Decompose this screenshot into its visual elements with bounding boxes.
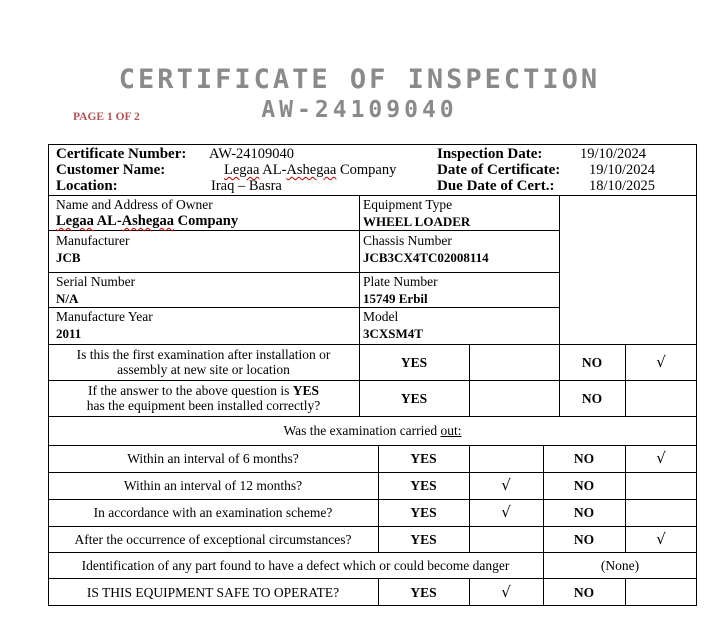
question-first-examination: Is this the first examination after installation or assembly at new site or location: [76, 347, 331, 377]
examination-scheme: In accordance with an examination scheme?: [93, 505, 333, 520]
owner-value: Legaa AL-Ashegaa Company: [56, 213, 239, 229]
model-value: 3CXSM4T: [363, 326, 423, 341]
exceptional-yes-label: YES: [410, 531, 437, 547]
inspection-date-label: Inspection Date:: [437, 146, 543, 162]
scheme-yes-checkmark: √: [501, 503, 511, 521]
cert-number-label: Certificate Number:: [56, 146, 187, 162]
defect-value: (None): [600, 557, 640, 573]
safe-yes-label: YES: [410, 584, 437, 600]
safe-yes-checkmark: √: [501, 582, 511, 601]
chassis-label: Chassis Number: [363, 233, 452, 248]
manufacturer-value: JCB: [56, 250, 81, 265]
serial-label: Serial Number: [56, 274, 136, 289]
location-value: Iraq – Basra: [211, 178, 282, 194]
serial-value: N/A: [56, 291, 79, 306]
safe-no-label: NO: [573, 584, 595, 600]
year-label: Manufacture Year: [56, 309, 153, 324]
model-label: Model: [363, 309, 399, 324]
manufacturer-label: Manufacturer: [56, 233, 130, 248]
interval-12-no-label: NO: [573, 478, 595, 493]
equipment-type-value: WHEEL LOADER: [363, 214, 471, 229]
q1-no-label: NO: [581, 354, 603, 370]
cert-number-value: AW-24109040: [209, 146, 295, 162]
owner-label: Name and Address of Owner: [56, 197, 213, 212]
certificate-title: CERTIFICATE OF INSPECTION: [118, 64, 601, 95]
interval-12-yes-checkmark: √: [501, 476, 511, 494]
interval-6-yes-label: YES: [410, 451, 437, 466]
customer-value: Legaa AL-Ashegaa Company: [224, 162, 397, 178]
cert-date-label: Date of Certificate:: [437, 162, 561, 178]
year-value: 2011: [56, 326, 82, 341]
q2-no-label: NO: [581, 390, 603, 406]
customer-label: Customer Name:: [56, 162, 166, 178]
defect-identification: Identification of any part found to have a defect which or could become danger: [81, 557, 510, 573]
exceptional-no-label: NO: [573, 531, 595, 547]
cert-date-value: 19/10/2024: [589, 162, 656, 178]
interval-6-no-checkmark: √: [656, 449, 666, 467]
certificate-code-heading: AW-24109040: [261, 97, 458, 123]
inspection-table: [48, 144, 697, 606]
chassis-value: JCB3CX4TC02008114: [363, 250, 489, 265]
safe-to-operate: IS THIS EQUIPMENT SAFE TO OPERATE?: [86, 584, 340, 600]
q1-no-checkmark: √: [656, 352, 666, 371]
exceptional-no-checkmark: √: [656, 529, 666, 548]
interval-12-yes-label: YES: [410, 478, 437, 493]
inspection-date-value: 19/10/2024: [580, 146, 647, 162]
exceptional-circumstances: After the occurrence of exceptional circumstances?: [74, 531, 352, 547]
plate-label: Plate Number: [363, 274, 438, 289]
plate-value: 15749 Erbil: [363, 291, 428, 306]
question-installed-correctly: If the answer to the above question is YES has the equipment been installed correctly?: [86, 383, 321, 413]
page-indicator: PAGE 1 OF 2: [73, 111, 140, 123]
interval-12-months: Within an interval of 12 months?: [123, 478, 303, 493]
examination-carried-out-heading: Was the examination carried out:: [283, 423, 462, 438]
q1-yes-label: YES: [400, 354, 428, 370]
interval-6-no-label: NO: [573, 451, 595, 466]
equipment-type-label: Equipment Type: [363, 197, 453, 212]
scheme-yes-label: YES: [410, 505, 437, 520]
q2-yes-label: YES: [400, 390, 428, 406]
scheme-no-label: NO: [573, 505, 595, 520]
due-date-label: Due Date of Cert.:: [437, 178, 555, 194]
due-date-value: 18/10/2025: [589, 178, 656, 194]
location-label: Location:: [56, 178, 118, 194]
interval-6-months: Within an interval of 6 months?: [127, 451, 299, 466]
